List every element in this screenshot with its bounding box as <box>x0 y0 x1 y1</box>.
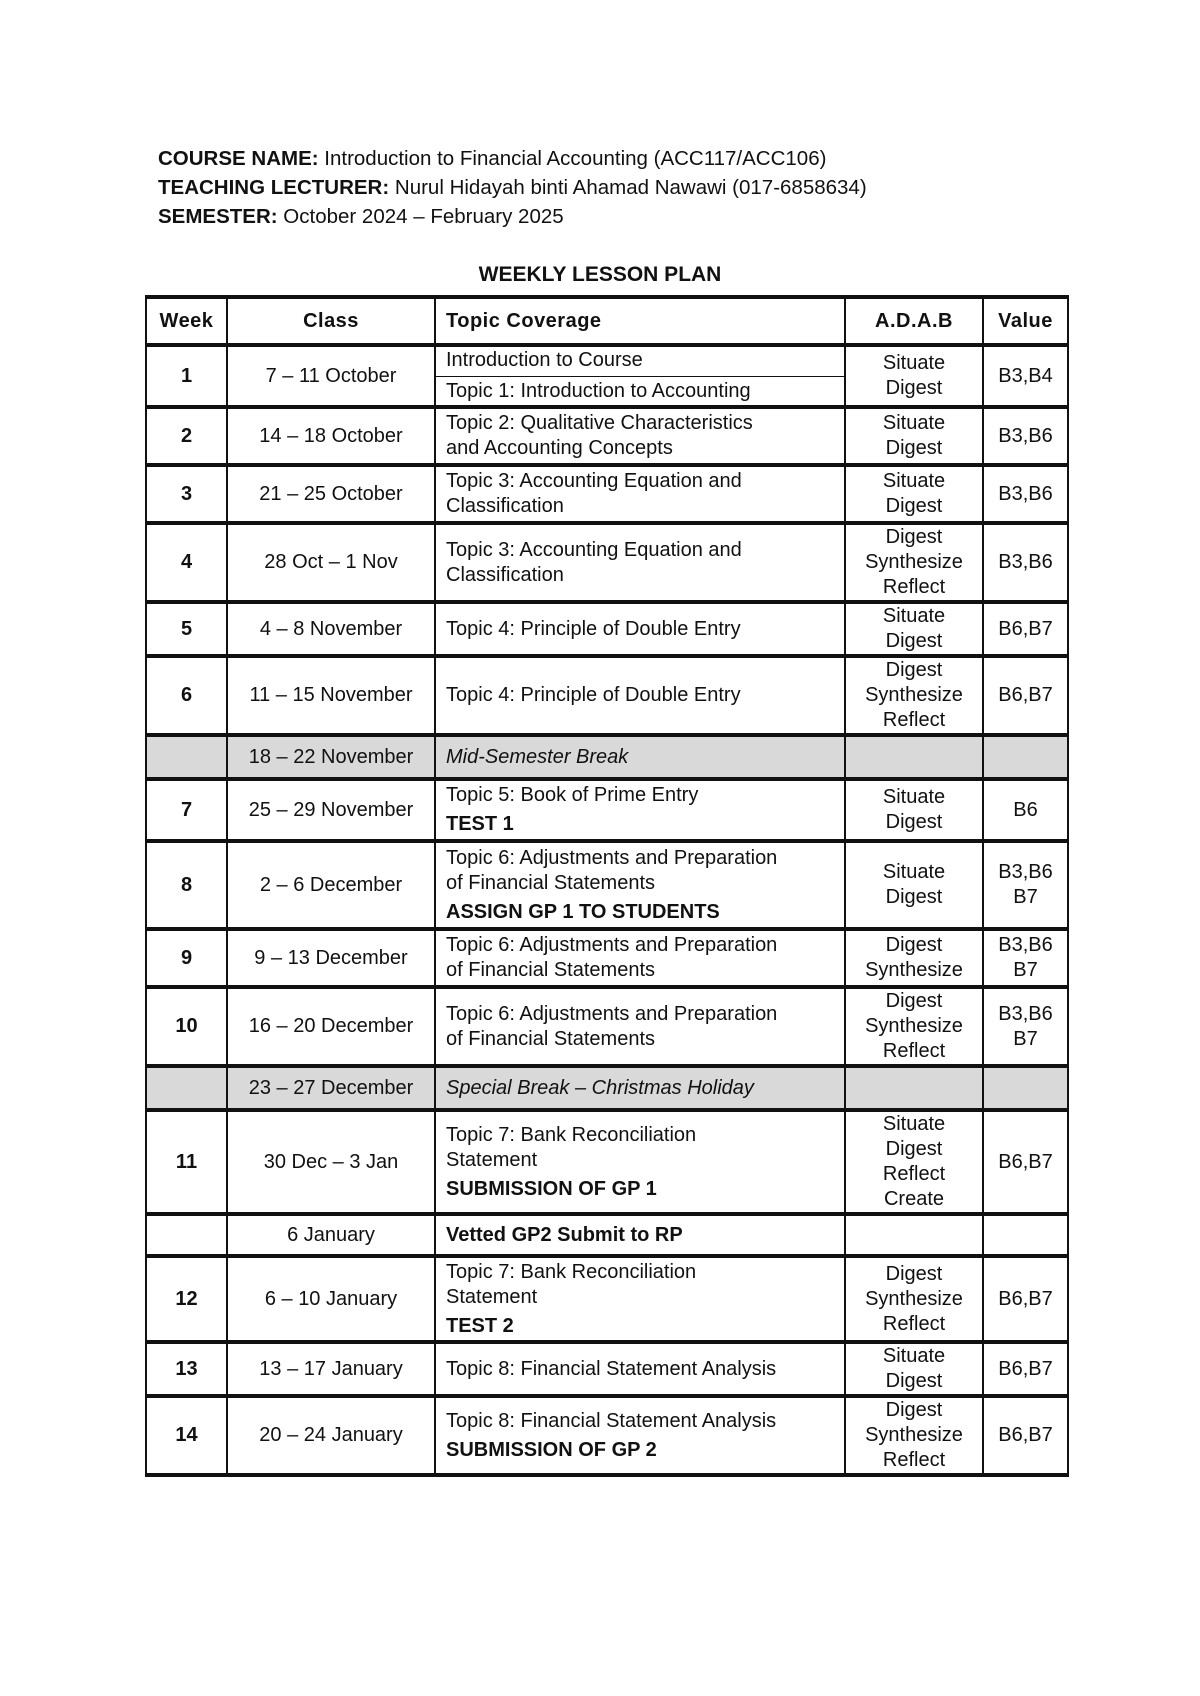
col-header-value: Value <box>983 297 1068 345</box>
table-row <box>146 987 1068 1066</box>
value-item: B3,B6 <box>998 1002 1053 1025</box>
class-cell: 28 Oct – 1 Nov <box>227 523 435 602</box>
break-label: Mid-Semester Break <box>446 745 629 768</box>
topic-cell <box>435 656 845 735</box>
table-row <box>146 523 1068 602</box>
table-row <box>146 735 1068 779</box>
week-cell: 13 <box>146 1342 227 1396</box>
value-cell <box>983 602 1068 656</box>
adab-item: Digest <box>885 990 943 1012</box>
table-row <box>146 407 1068 465</box>
class-cell: 11 – 15 November <box>227 656 435 735</box>
vetted-note: Vetted GP2 Submit to RP <box>446 1223 683 1246</box>
adab-item: Situate <box>882 605 946 627</box>
table-row <box>146 841 1068 929</box>
adab-item: Digest <box>885 1370 943 1392</box>
adab-item: Digest <box>885 659 943 681</box>
adab-item: Situate <box>882 1113 946 1135</box>
document-header <box>158 144 867 231</box>
adab-cell <box>845 1066 983 1110</box>
adab-item: Situate <box>882 1345 946 1367</box>
topic-line: Topic 3: Accounting Equation and <box>446 470 742 492</box>
week-cell: 4 <box>146 523 227 602</box>
table-row <box>146 345 1068 407</box>
value-item: B6,B7 <box>998 1424 1053 1446</box>
topic-bold-note: SUBMISSION OF GP 2 <box>446 1438 657 1461</box>
topic-cell <box>435 523 845 602</box>
value-item: B3,B6 <box>998 482 1053 505</box>
value-cell <box>983 987 1068 1066</box>
value-cell <box>983 841 1068 929</box>
topic-cell <box>435 345 845 407</box>
adab-cell <box>845 465 983 523</box>
adab-item: Digest <box>885 1138 943 1160</box>
value-item: B7 <box>1013 959 1038 981</box>
topic-line: and Accounting Concepts <box>446 437 673 459</box>
adab-item: Reflect <box>882 1449 946 1471</box>
adab-item: Digest <box>885 495 943 517</box>
value-cell <box>983 1066 1068 1110</box>
week-cell: 10 <box>146 987 227 1066</box>
adab-item: Situate <box>882 352 946 374</box>
semester-value: October 2024 – February 2025 <box>277 205 564 228</box>
course-name-value: Introduction to Financial Accounting (ACC117/ACC106) <box>318 147 827 170</box>
table-row <box>146 779 1068 841</box>
topic-line-b: Topic 1: Introduction to Accounting <box>446 380 751 402</box>
adab-item: Digest <box>885 1262 943 1285</box>
adab-item: Situate <box>882 412 946 434</box>
topic-line: Topic 4: Principle of Double Entry <box>446 617 741 640</box>
adab-cell <box>845 1342 983 1396</box>
table-header-row <box>146 297 1068 345</box>
adab-item: Synthesize <box>865 1424 963 1446</box>
value-item: B7 <box>1013 1027 1038 1050</box>
adab-item: Create <box>883 1188 945 1210</box>
topic-cell <box>435 1066 845 1110</box>
lecturer-label: TEACHING LECTURER: <box>158 176 390 199</box>
value-cell <box>983 1342 1068 1396</box>
topic-line: Statement <box>446 1285 538 1308</box>
class-cell: 30 Dec – 3 Jan <box>227 1110 435 1214</box>
lesson-plan-table <box>145 295 1069 1477</box>
value-item: B6,B7 <box>998 1150 1053 1173</box>
table-row <box>146 1110 1068 1214</box>
week-cell: 7 <box>146 779 227 841</box>
topic-cell <box>435 779 845 841</box>
week-cell: 3 <box>146 465 227 523</box>
topic-line: of Financial Statements <box>446 959 655 981</box>
topic-cell <box>435 929 845 987</box>
topic-bold-note: TEST 2 <box>446 1314 514 1337</box>
adab-item: Reflect <box>882 576 946 598</box>
col-header-week: Week <box>146 297 227 345</box>
adab-item: Digest <box>885 377 943 399</box>
col-header-class: Class <box>227 297 435 345</box>
topic-bold-note: ASSIGN GP 1 TO STUDENTS <box>446 900 720 923</box>
class-cell: 14 – 18 October <box>227 407 435 465</box>
class-cell: 23 – 27 December <box>227 1066 435 1110</box>
topic-line: Topic 6: Adjustments and Preparation <box>446 934 778 956</box>
adab-cell <box>845 602 983 656</box>
table-body <box>146 345 1068 1475</box>
adab-item: Reflect <box>882 709 946 731</box>
value-item: B7 <box>1013 886 1038 908</box>
adab-item: Reflect <box>882 1312 946 1335</box>
topic-cell <box>435 735 845 779</box>
lecturer-line <box>158 173 867 202</box>
adab-cell <box>845 1396 983 1475</box>
adab-item: Digest <box>885 1399 943 1421</box>
topic-cell <box>435 1256 845 1342</box>
table-row <box>146 656 1068 735</box>
table-row <box>146 602 1068 656</box>
class-cell: 6 January <box>227 1214 435 1256</box>
col-header-topic: Topic Coverage <box>435 297 845 345</box>
class-cell: 6 – 10 January <box>227 1256 435 1342</box>
value-item: B3,B6 <box>998 424 1053 447</box>
adab-cell <box>845 841 983 929</box>
adab-item: Situate <box>882 786 946 808</box>
value-cell <box>983 929 1068 987</box>
topic-line: Topic 7: Bank Reconciliation <box>446 1123 697 1146</box>
class-cell: 9 – 13 December <box>227 929 435 987</box>
week-cell: 6 <box>146 656 227 735</box>
lecturer-value: Nurul Hidayah binti Ahamad Nawawi (017-6858634) <box>389 176 867 199</box>
adab-cell <box>845 929 983 987</box>
table-row <box>146 929 1068 987</box>
topic-line: of Financial Statements <box>446 871 655 894</box>
topic-line: Classification <box>446 563 564 586</box>
topic-line: Topic 8: Financial Statement Analysis <box>446 1409 777 1432</box>
value-item: B6,B7 <box>998 617 1053 640</box>
adab-item: Synthesize <box>865 551 963 573</box>
adab-item: Synthesize <box>865 1287 963 1310</box>
adab-item: Reflect <box>882 1040 946 1062</box>
value-item: B3,B6 <box>998 934 1053 956</box>
table-row <box>146 1066 1068 1110</box>
adab-cell <box>845 656 983 735</box>
class-cell: 25 – 29 November <box>227 779 435 841</box>
week-cell: 9 <box>146 929 227 987</box>
table-row <box>146 1342 1068 1396</box>
topic-cell <box>435 465 845 523</box>
value-cell <box>983 1110 1068 1214</box>
adab-item: Digest <box>885 811 943 833</box>
topic-cell <box>435 1214 845 1256</box>
value-cell <box>983 735 1068 779</box>
topic-cell <box>435 1342 845 1396</box>
adab-item: Reflect <box>882 1163 946 1185</box>
value-cell <box>983 465 1068 523</box>
plan-title: WEEKLY LESSON PLAN <box>478 263 722 286</box>
week-cell: 8 <box>146 841 227 929</box>
value-cell <box>983 1214 1068 1256</box>
topic-line: Topic 8: Financial Statement Analysis <box>446 1357 777 1380</box>
break-label: Special Break – Christmas Holiday <box>446 1076 754 1099</box>
course-name-label: COURSE NAME: <box>158 147 319 170</box>
table-row <box>146 1214 1068 1256</box>
topic-cell <box>435 602 845 656</box>
table-row <box>146 465 1068 523</box>
adab-item: Synthesize <box>865 959 963 981</box>
week-cell: 12 <box>146 1256 227 1342</box>
class-cell: 13 – 17 January <box>227 1342 435 1396</box>
topic-line: Topic 4: Principle of Double Entry <box>446 684 741 706</box>
class-cell: 4 – 8 November <box>227 602 435 656</box>
semester-line <box>158 202 867 231</box>
adab-item: Digest <box>885 526 943 548</box>
value-cell <box>983 779 1068 841</box>
value-cell <box>983 1396 1068 1475</box>
value-item: B6,B7 <box>998 1357 1053 1380</box>
topic-line: Topic 2: Qualitative Characteristics <box>446 412 753 434</box>
adab-cell <box>845 779 983 841</box>
topic-line: Statement <box>446 1148 538 1171</box>
adab-cell <box>845 987 983 1066</box>
adab-cell <box>845 1256 983 1342</box>
topic-line: Topic 3: Accounting Equation and <box>446 538 742 561</box>
value-cell <box>983 656 1068 735</box>
topic-bold-note: TEST 1 <box>446 813 514 835</box>
value-item: B6,B7 <box>998 1287 1053 1310</box>
topic-cell <box>435 407 845 465</box>
adab-cell <box>845 407 983 465</box>
adab-item: Situate <box>882 470 946 492</box>
topic-line: Classification <box>446 495 564 517</box>
week-cell: 5 <box>146 602 227 656</box>
class-cell: 21 – 25 October <box>227 465 435 523</box>
topic-line-a: Introduction to Course <box>436 348 844 377</box>
adab-cell <box>845 735 983 779</box>
topic-cell <box>435 1110 845 1214</box>
adab-item: Synthesize <box>865 1015 963 1037</box>
week-cell <box>146 735 227 779</box>
class-cell: 2 – 6 December <box>227 841 435 929</box>
topic-line: Topic 5: Book of Prime Entry <box>446 784 699 806</box>
adab-cell <box>845 1214 983 1256</box>
value-cell <box>983 1256 1068 1342</box>
value-item: B6 <box>1013 798 1038 821</box>
adab-cell <box>845 345 983 407</box>
adab-item: Digest <box>885 437 943 459</box>
class-cell: 16 – 20 December <box>227 987 435 1066</box>
week-cell: 2 <box>146 407 227 465</box>
class-cell: 18 – 22 November <box>227 735 435 779</box>
adab-item: Digest <box>885 934 943 956</box>
week-cell <box>146 1066 227 1110</box>
adab-cell <box>845 1110 983 1214</box>
topic-line: Topic 6: Adjustments and Preparation <box>446 1002 778 1025</box>
topic-cell <box>435 1396 845 1475</box>
semester-label: SEMESTER: <box>158 205 278 228</box>
topic-line: of Financial Statements <box>446 1027 655 1050</box>
course-name-line <box>158 144 867 173</box>
class-cell: 7 – 11 October <box>227 345 435 407</box>
adab-cell <box>845 523 983 602</box>
table-row <box>146 1256 1068 1342</box>
class-cell: 20 – 24 January <box>227 1396 435 1475</box>
topic-line: Topic 7: Bank Reconciliation <box>446 1260 697 1283</box>
adab-item: Digest <box>885 886 943 908</box>
table-row <box>146 1396 1068 1475</box>
value-cell <box>983 523 1068 602</box>
value-cell <box>983 407 1068 465</box>
week-cell: 14 <box>146 1396 227 1475</box>
value-cell <box>983 345 1068 407</box>
adab-item: Situate <box>882 861 946 883</box>
topic-line: Topic 6: Adjustments and Preparation <box>446 846 778 869</box>
value-item: B3,B6 <box>998 551 1053 573</box>
topic-cell <box>435 841 845 929</box>
week-cell: 1 <box>146 345 227 407</box>
value-item: B6,B7 <box>998 684 1053 706</box>
topic-cell <box>435 987 845 1066</box>
adab-item: Digest <box>885 630 943 652</box>
value-item: B3,B4 <box>998 364 1053 387</box>
col-header-adab: A.D.A.B <box>845 297 983 345</box>
adab-item: Synthesize <box>865 684 963 706</box>
topic-bold-note: SUBMISSION OF GP 1 <box>446 1177 657 1200</box>
week-cell <box>146 1214 227 1256</box>
week-cell: 11 <box>146 1110 227 1214</box>
value-item: B3,B6 <box>998 861 1053 883</box>
